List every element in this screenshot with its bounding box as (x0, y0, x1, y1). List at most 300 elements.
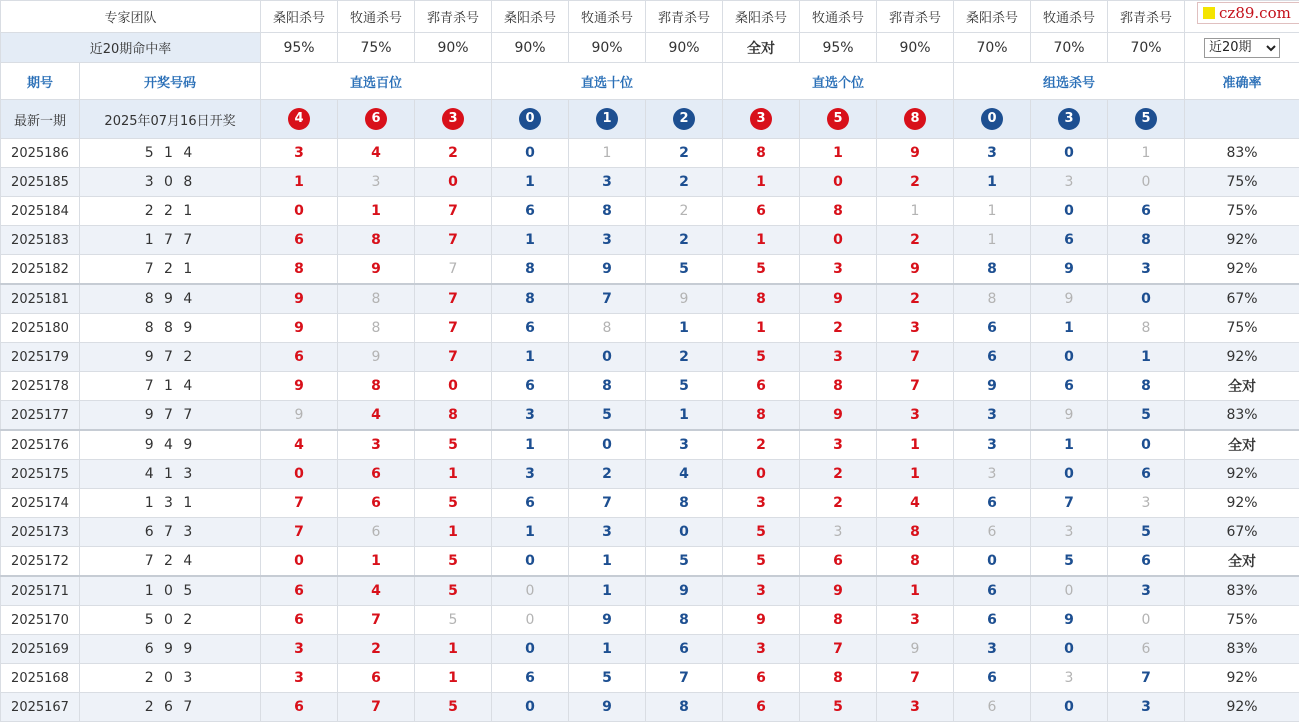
accuracy-value: 83% (1185, 576, 1299, 606)
kill-number: 3 (1108, 489, 1185, 518)
kill-number: 1 (338, 547, 415, 577)
expert-name: 牧通杀号 (569, 1, 646, 33)
kill-number: 6 (646, 635, 723, 664)
kill-number: 5 (1031, 547, 1108, 577)
kill-number: 0 (1108, 284, 1185, 314)
kill-number: 0 (492, 693, 569, 722)
issue-number: 2025172 (1, 547, 80, 577)
latest-kill-cell (338, 100, 415, 139)
expert-name: 桑阳杀号 (954, 1, 1031, 33)
kill-number: 6 (492, 314, 569, 343)
latest-kill-cell (723, 100, 800, 139)
latest-kill-cell (1031, 100, 1108, 139)
site-logo[interactable] (1197, 2, 1299, 24)
logo-cell (1185, 1, 1299, 33)
kill-number: 6 (954, 664, 1031, 693)
draw-numbers: 5 0 2 (80, 606, 261, 635)
kill-number: 8 (338, 314, 415, 343)
kill-number: 7 (569, 489, 646, 518)
latest-kill-cell (1108, 100, 1185, 139)
kill-number: 6 (261, 606, 338, 635)
hit-rate: 90% (877, 33, 954, 63)
blue-ball: 5 (1135, 108, 1157, 130)
kill-number: 6 (492, 372, 569, 401)
kill-number: 0 (1031, 576, 1108, 606)
kill-number: 1 (877, 576, 954, 606)
kill-number: 9 (1031, 284, 1108, 314)
kill-number: 4 (261, 430, 338, 460)
issue-number: 2025182 (1, 255, 80, 285)
kill-number: 2 (646, 343, 723, 372)
kill-number: 6 (954, 576, 1031, 606)
kill-number: 3 (954, 139, 1031, 168)
col-accuracy-header: 准确率 (1185, 63, 1299, 100)
kill-number: 6 (1031, 226, 1108, 255)
accuracy-value: 75% (1185, 606, 1299, 635)
table-row (1, 518, 1299, 547)
latest-label: 最新一期 (1, 100, 80, 139)
kill-number: 9 (338, 343, 415, 372)
expert-name: 牧通杀号 (800, 1, 877, 33)
red-ball: 6 (365, 108, 387, 130)
kill-number: 3 (877, 693, 954, 722)
expert-name: 郛青杀号 (877, 1, 954, 33)
kill-number: 2 (800, 489, 877, 518)
accuracy-value: 92% (1185, 664, 1299, 693)
kill-number: 3 (338, 168, 415, 197)
kill-number: 1 (877, 460, 954, 489)
hit-rate: 95% (261, 33, 338, 63)
hit-rate: 70% (954, 33, 1031, 63)
latest-kill-cell (877, 100, 954, 139)
latest-kill-cell (569, 100, 646, 139)
issue-number: 2025179 (1, 343, 80, 372)
kill-number: 0 (492, 635, 569, 664)
kill-number: 1 (492, 430, 569, 460)
kill-number: 8 (1108, 314, 1185, 343)
kill-number: 2 (646, 226, 723, 255)
kill-number: 7 (646, 664, 723, 693)
kill-number: 0 (569, 430, 646, 460)
kill-number: 3 (954, 430, 1031, 460)
kill-number: 5 (800, 693, 877, 722)
group-combo-header: 组选杀号 (954, 63, 1185, 100)
kill-number: 1 (723, 168, 800, 197)
table-row (1, 401, 1299, 431)
kill-number: 0 (492, 606, 569, 635)
hit-rate: 90% (415, 33, 492, 63)
latest-kill-cell (415, 100, 492, 139)
group-units-header: 直选个位 (723, 63, 954, 100)
kill-number: 8 (415, 401, 492, 431)
kill-number: 1 (569, 547, 646, 577)
draw-numbers: 9 7 7 (80, 401, 261, 431)
issue-number: 2025184 (1, 197, 80, 226)
expert-name: 郛青杀号 (415, 1, 492, 33)
accuracy-value: 92% (1185, 693, 1299, 722)
expert-name: 桑阳杀号 (261, 1, 338, 33)
kill-number: 3 (569, 226, 646, 255)
table-row (1, 664, 1299, 693)
issue-number: 2025177 (1, 401, 80, 431)
kill-number: 3 (1108, 693, 1185, 722)
kill-number: 5 (415, 547, 492, 577)
kill-number: 3 (646, 430, 723, 460)
kill-number: 8 (569, 197, 646, 226)
kill-number: 3 (800, 255, 877, 285)
issue-number: 2025170 (1, 606, 80, 635)
red-ball: 3 (442, 108, 464, 130)
kill-number: 5 (415, 606, 492, 635)
kill-number: 8 (723, 139, 800, 168)
table-row (1, 314, 1299, 343)
kill-number: 4 (338, 576, 415, 606)
kill-number: 0 (415, 372, 492, 401)
hit-rate: 全对 (723, 33, 800, 63)
kill-number: 0 (492, 139, 569, 168)
kill-number: 2 (723, 430, 800, 460)
kill-number: 9 (800, 576, 877, 606)
kill-number: 9 (877, 255, 954, 285)
kill-number: 1 (800, 139, 877, 168)
issue-number: 2025168 (1, 664, 80, 693)
kill-number: 8 (800, 606, 877, 635)
accuracy-value: 92% (1185, 460, 1299, 489)
kill-number: 4 (877, 489, 954, 518)
kill-number: 3 (800, 518, 877, 547)
kill-number: 1 (492, 343, 569, 372)
kill-number: 9 (569, 606, 646, 635)
kill-number: 9 (261, 284, 338, 314)
kill-number: 8 (338, 226, 415, 255)
issue-number: 2025181 (1, 284, 80, 314)
table-row (1, 255, 1299, 285)
kill-number: 8 (800, 197, 877, 226)
kill-number: 5 (646, 547, 723, 577)
kill-number: 2 (800, 460, 877, 489)
kill-number: 7 (877, 664, 954, 693)
table-row (1, 460, 1299, 489)
kill-number: 3 (1108, 255, 1185, 285)
kill-number: 9 (261, 314, 338, 343)
kill-number: 8 (646, 606, 723, 635)
kill-number: 3 (723, 489, 800, 518)
kill-number: 9 (877, 139, 954, 168)
kill-number: 9 (569, 693, 646, 722)
accuracy-value: 92% (1185, 343, 1299, 372)
kill-number: 9 (1031, 401, 1108, 431)
kill-number: 7 (877, 372, 954, 401)
table-row (1, 197, 1299, 226)
group-hundreds-header: 直选百位 (261, 63, 492, 100)
latest-kill-cell (261, 100, 338, 139)
kill-number: 6 (954, 693, 1031, 722)
kill-number: 5 (1108, 401, 1185, 431)
kill-number: 9 (646, 284, 723, 314)
issue-number: 2025174 (1, 489, 80, 518)
kill-number: 6 (954, 343, 1031, 372)
kill-number: 1 (1108, 343, 1185, 372)
kill-number: 2 (800, 314, 877, 343)
kill-number: 2 (338, 635, 415, 664)
kill-number: 6 (800, 547, 877, 577)
kill-number: 6 (954, 489, 1031, 518)
red-ball: 4 (288, 108, 310, 130)
kill-number: 1 (569, 576, 646, 606)
issue-number: 2025185 (1, 168, 80, 197)
latest-kill-cell (646, 100, 723, 139)
kill-number: 9 (261, 401, 338, 431)
kill-number: 0 (492, 547, 569, 577)
logo-square-icon (1203, 7, 1215, 19)
kill-number: 6 (492, 664, 569, 693)
issue-number: 2025169 (1, 635, 80, 664)
latest-kill-cell (492, 100, 569, 139)
kill-number: 6 (723, 693, 800, 722)
hit-rate: 90% (646, 33, 723, 63)
kill-number: 3 (1108, 576, 1185, 606)
kill-number: 0 (569, 343, 646, 372)
kill-number: 8 (954, 284, 1031, 314)
table-row (1, 606, 1299, 635)
hit-rate: 95% (800, 33, 877, 63)
table-row (1, 430, 1299, 460)
kill-number: 5 (415, 430, 492, 460)
blue-ball: 3 (1058, 108, 1080, 130)
kill-number: 6 (261, 576, 338, 606)
kill-number: 8 (569, 372, 646, 401)
kill-number: 3 (954, 401, 1031, 431)
kill-number: 0 (954, 547, 1031, 577)
kill-number: 1 (877, 197, 954, 226)
draw-numbers: 3 0 8 (80, 168, 261, 197)
red-ball: 5 (827, 108, 849, 130)
kill-number: 8 (492, 255, 569, 285)
kill-number: 8 (1108, 226, 1185, 255)
kill-number: 6 (1108, 460, 1185, 489)
kill-number: 8 (646, 693, 723, 722)
kill-number: 4 (338, 401, 415, 431)
kill-number: 9 (954, 372, 1031, 401)
issue-number: 2025171 (1, 576, 80, 606)
kill-number: 0 (723, 460, 800, 489)
hit-rate-label: 近20期命中率 (1, 33, 261, 63)
kill-number: 2 (877, 284, 954, 314)
kill-number: 6 (723, 372, 800, 401)
kill-number: 1 (1108, 139, 1185, 168)
kill-number: 6 (338, 664, 415, 693)
kill-number: 9 (338, 255, 415, 285)
kill-number: 7 (415, 343, 492, 372)
table-row (1, 284, 1299, 314)
issue-number: 2025167 (1, 693, 80, 722)
kill-number: 3 (338, 430, 415, 460)
kill-number: 9 (261, 372, 338, 401)
kill-number: 8 (338, 284, 415, 314)
accuracy-value: 83% (1185, 401, 1299, 431)
col-issue-header: 期号 (1, 63, 80, 100)
table-row (1, 489, 1299, 518)
latest-row (1, 100, 1299, 139)
kill-number: 0 (1031, 460, 1108, 489)
period-select-cell (1185, 33, 1299, 63)
kill-number: 7 (1031, 489, 1108, 518)
expert-name: 郛青杀号 (1108, 1, 1185, 33)
draw-numbers: 2 0 3 (80, 664, 261, 693)
hit-rate: 70% (1108, 33, 1185, 63)
issue-number: 2025173 (1, 518, 80, 547)
hit-rate-row (1, 33, 1299, 63)
kill-number: 7 (415, 226, 492, 255)
kill-number: 5 (1108, 518, 1185, 547)
latest-kill-cell (954, 100, 1031, 139)
kill-number: 5 (569, 664, 646, 693)
issue-number: 2025186 (1, 139, 80, 168)
kill-number: 0 (646, 518, 723, 547)
kill-number: 6 (954, 606, 1031, 635)
accuracy-value: 92% (1185, 226, 1299, 255)
kill-number: 1 (338, 197, 415, 226)
kill-number: 2 (877, 226, 954, 255)
kill-number: 1 (569, 139, 646, 168)
expert-name: 郛青杀号 (646, 1, 723, 33)
team-label: 专家团队 (1, 1, 261, 33)
kill-number: 2 (646, 197, 723, 226)
kill-number: 9 (1031, 606, 1108, 635)
period-select[interactable] (1204, 38, 1280, 58)
kill-number: 3 (1031, 664, 1108, 693)
blue-ball: 0 (519, 108, 541, 130)
kill-number: 3 (877, 314, 954, 343)
kill-number: 8 (877, 518, 954, 547)
accuracy-value: 92% (1185, 255, 1299, 285)
kill-number: 7 (261, 489, 338, 518)
kill-number: 7 (415, 197, 492, 226)
blue-ball: 0 (981, 108, 1003, 130)
kill-number: 0 (261, 547, 338, 577)
table-row (1, 139, 1299, 168)
logo-text: cz89.com (1219, 4, 1291, 22)
kill-number: 3 (1031, 518, 1108, 547)
kill-number: 5 (723, 518, 800, 547)
kill-number: 0 (800, 226, 877, 255)
kill-number: 6 (338, 489, 415, 518)
accuracy-value: 75% (1185, 168, 1299, 197)
kill-number: 6 (1031, 372, 1108, 401)
kill-number: 3 (954, 460, 1031, 489)
kill-number: 3 (492, 401, 569, 431)
hit-rate: 75% (338, 33, 415, 63)
kill-number: 1 (415, 664, 492, 693)
expert-name: 桑阳杀号 (723, 1, 800, 33)
kill-number: 2 (646, 168, 723, 197)
accuracy-value: 83% (1185, 635, 1299, 664)
kill-number: 3 (954, 635, 1031, 664)
accuracy-value: 67% (1185, 284, 1299, 314)
kill-number: 3 (261, 139, 338, 168)
kill-number: 8 (954, 255, 1031, 285)
draw-numbers: 7 2 1 (80, 255, 261, 285)
kill-number: 1 (954, 226, 1031, 255)
kill-number: 0 (800, 168, 877, 197)
kill-number: 8 (877, 547, 954, 577)
kill-number: 4 (646, 460, 723, 489)
kill-number: 5 (723, 547, 800, 577)
kill-number: 1 (569, 635, 646, 664)
kill-number: 3 (261, 664, 338, 693)
hit-rate: 90% (569, 33, 646, 63)
table-row (1, 372, 1299, 401)
kill-number: 1 (646, 401, 723, 431)
table-row (1, 693, 1299, 722)
kill-number: 7 (338, 606, 415, 635)
kill-number: 1 (877, 430, 954, 460)
kill-number: 2 (415, 139, 492, 168)
kill-number: 7 (877, 343, 954, 372)
kill-number: 3 (723, 576, 800, 606)
hit-rate: 70% (1031, 33, 1108, 63)
kill-number: 6 (954, 314, 1031, 343)
kill-number: 2 (877, 168, 954, 197)
blue-ball: 1 (596, 108, 618, 130)
kill-number: 6 (261, 693, 338, 722)
draw-numbers: 9 4 9 (80, 430, 261, 460)
kill-number: 6 (338, 460, 415, 489)
table-row (1, 547, 1299, 577)
kill-number: 1 (415, 518, 492, 547)
kill-number: 5 (723, 343, 800, 372)
kill-number: 9 (877, 635, 954, 664)
col-draw-header: 开奖号码 (80, 63, 261, 100)
kill-number: 0 (1031, 693, 1108, 722)
kill-number: 3 (800, 430, 877, 460)
kill-number: 1 (1031, 314, 1108, 343)
kill-number: 3 (1031, 168, 1108, 197)
kill-number: 0 (1031, 343, 1108, 372)
kill-number: 9 (646, 576, 723, 606)
kill-number: 1 (492, 168, 569, 197)
expert-name: 牧通杀号 (338, 1, 415, 33)
issue-number: 2025180 (1, 314, 80, 343)
kill-number: 0 (261, 460, 338, 489)
kill-number: 2 (569, 460, 646, 489)
kill-number: 9 (800, 284, 877, 314)
kill-number: 1 (415, 635, 492, 664)
accuracy-value: 75% (1185, 197, 1299, 226)
kill-number: 0 (1108, 430, 1185, 460)
draw-numbers: 6 9 9 (80, 635, 261, 664)
draw-numbers: 4 1 3 (80, 460, 261, 489)
kill-number: 6 (492, 197, 569, 226)
kill-number: 8 (800, 664, 877, 693)
kill-number: 8 (569, 314, 646, 343)
draw-numbers: 2 6 7 (80, 693, 261, 722)
kill-number: 1 (954, 197, 1031, 226)
kill-number: 7 (569, 284, 646, 314)
draw-numbers: 1 0 5 (80, 576, 261, 606)
kill-number: 7 (415, 255, 492, 285)
kill-number: 1 (1031, 430, 1108, 460)
kill-number: 7 (261, 518, 338, 547)
kill-number: 8 (492, 284, 569, 314)
kill-number: 3 (569, 168, 646, 197)
accuracy-value: 全对 (1185, 547, 1299, 577)
latest-draw-date: 2025年07月16日开奖 (80, 100, 261, 139)
kill-number: 7 (1108, 664, 1185, 693)
kill-number: 0 (1031, 139, 1108, 168)
latest-kill-cell (800, 100, 877, 139)
kill-number: 1 (954, 168, 1031, 197)
